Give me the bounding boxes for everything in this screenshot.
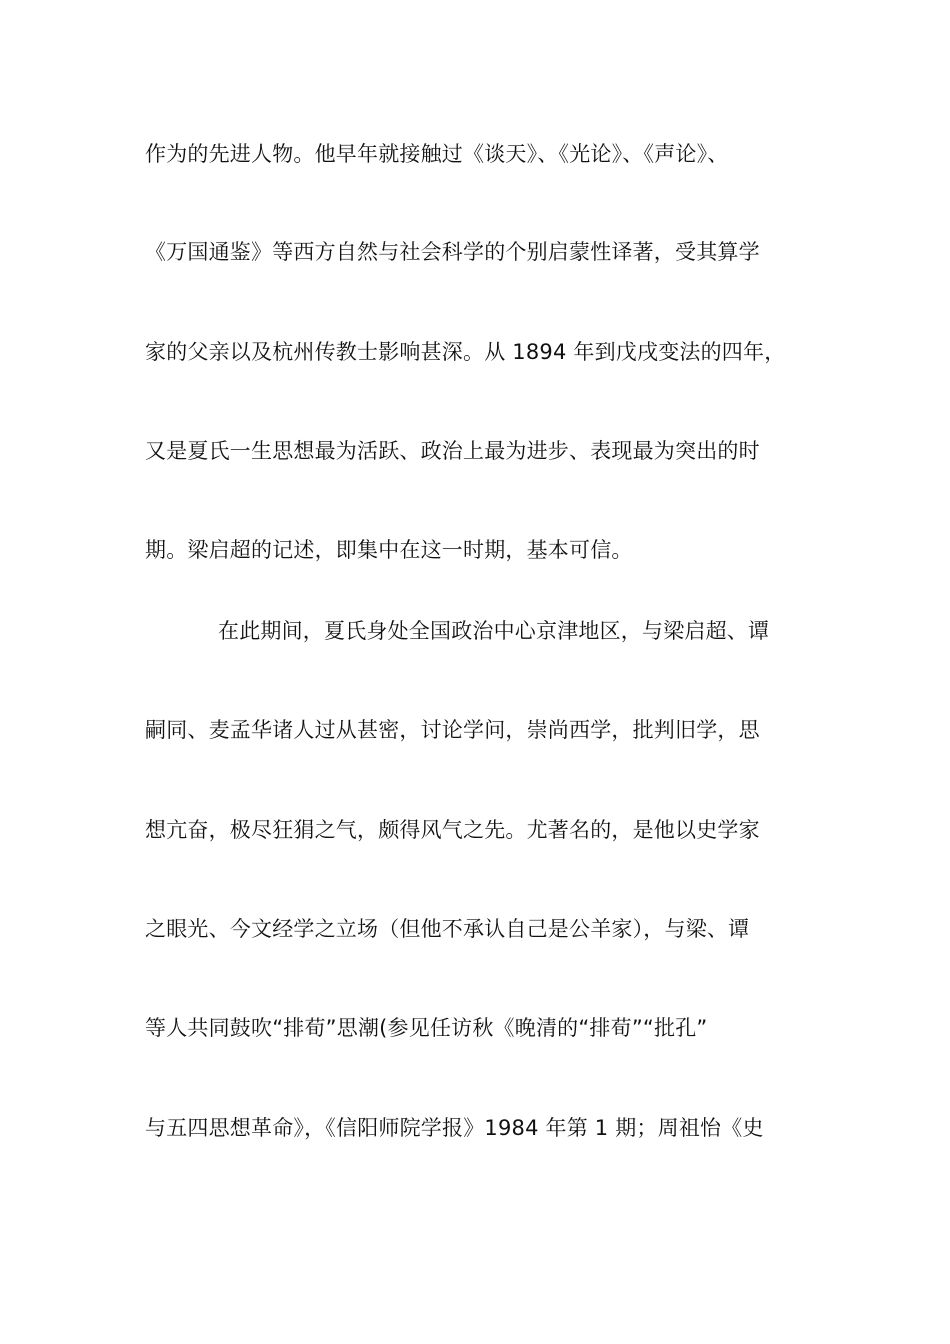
text-line: 与五四思想革命》，《信阳师院学报》1984 年第 1 期；周祖怡《史: [145, 1116, 764, 1140]
paragraph-first-line: 在此期间，夏氏身处全国政治中心京津地区，与梁启超、谭: [218, 619, 770, 643]
text-line: 之眼光、今文经学之立场（但他不承认自己是公羊家），与梁、谭: [145, 917, 750, 941]
text-line: 想亢奋，极尽狂狷之气，颇得风气之先。尤著名的，是他以史学家: [145, 818, 760, 842]
text-line: 家的父亲以及杭州传教士影响甚深。从 1894 年到戊戌变法的四年，: [145, 340, 786, 364]
text-line: 又是夏氏一生思想最为活跃、政治上最为进步、表现最为突出的时: [145, 439, 760, 463]
text-line: 嗣同、麦孟华诸人过从甚密，讨论学问，崇尚西学，批判旧学，思: [145, 718, 760, 742]
text-line: 期。梁启超的记述，即集中在这一时期，基本可信。: [145, 538, 633, 562]
text-line: 等人共同鼓吹“排荀”思潮(参见任访秋《晚清的“排荀”“批孔”: [145, 1016, 708, 1040]
text-line: 《万国通鉴》等西方自然与社会科学的个别启蒙性译著，受其算学: [145, 240, 760, 264]
text-line: 作为的先进人物。他早年就接触过《谈天》、《光论》、《声论》、: [145, 142, 729, 166]
